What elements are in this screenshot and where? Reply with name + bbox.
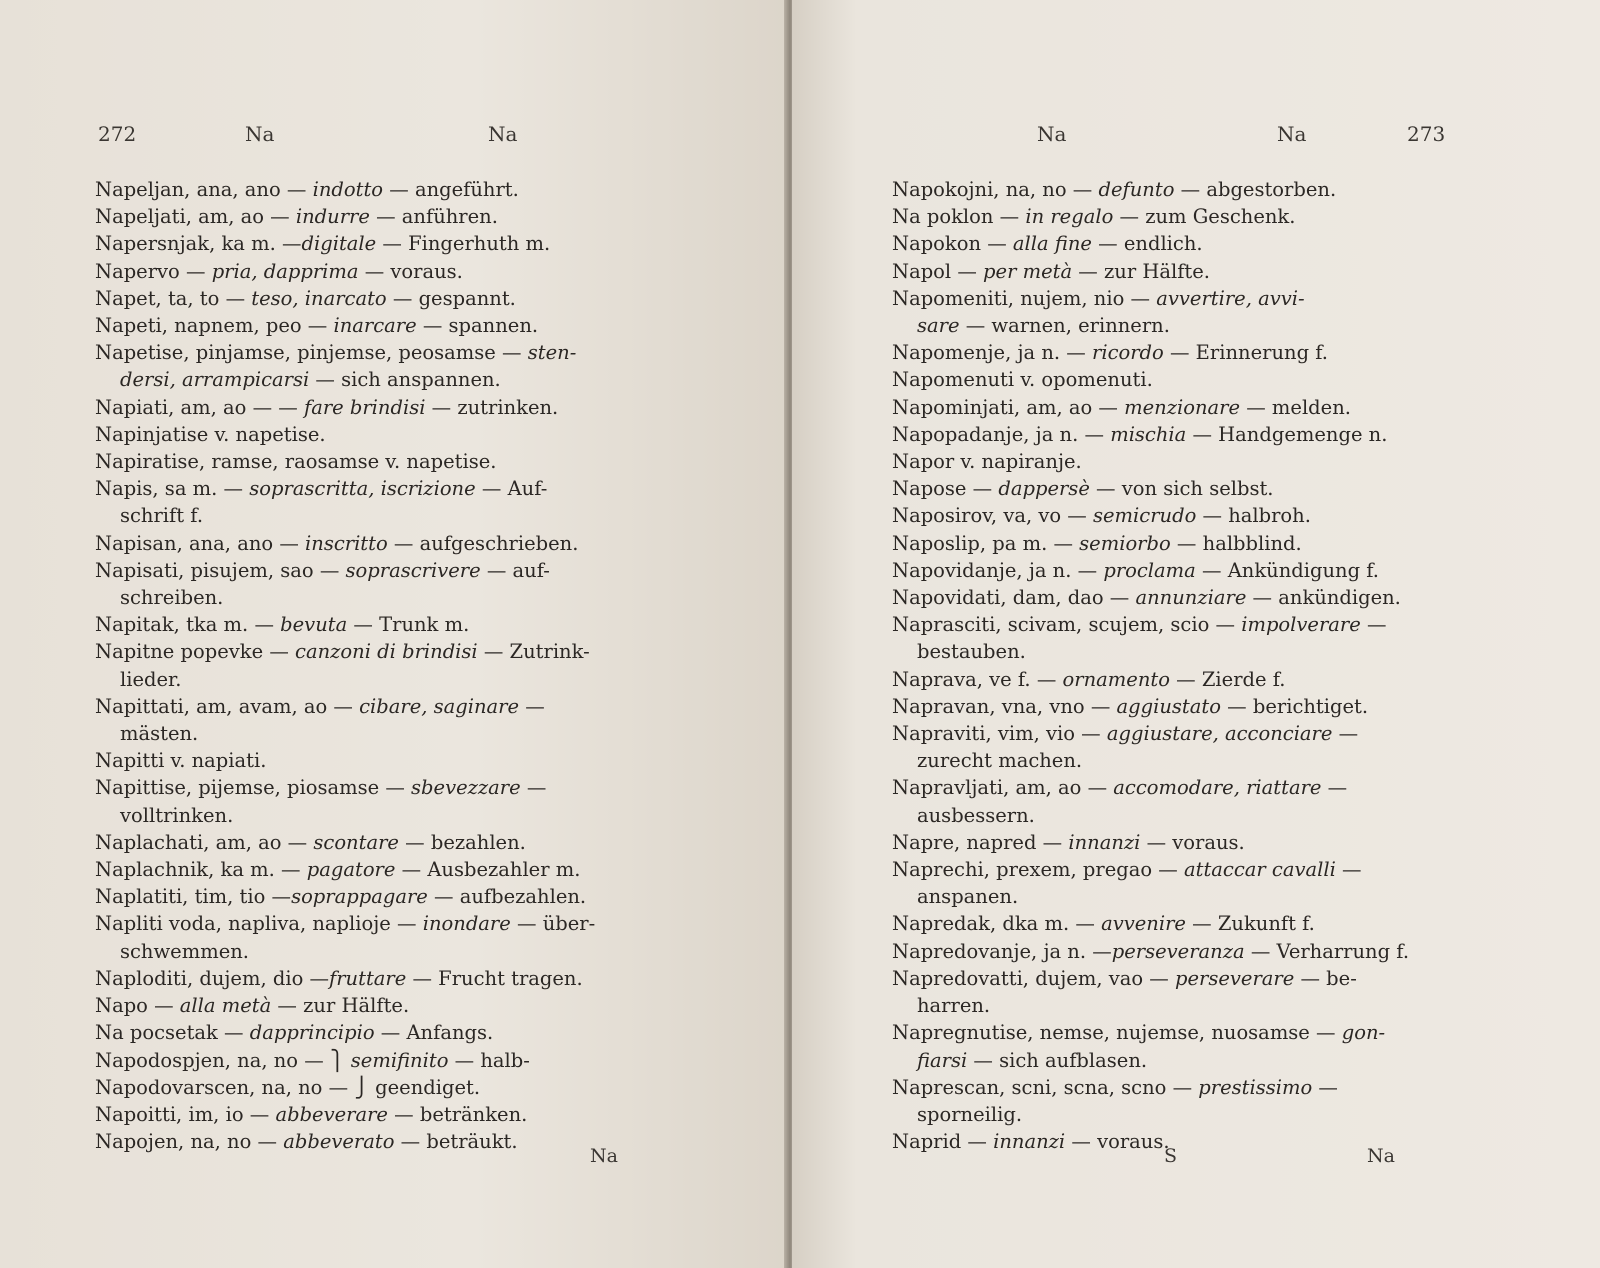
dictionary-entry bbox=[892, 176, 1462, 203]
entry-german: — auf- bbox=[480, 558, 550, 582]
entry-italian: inarcare bbox=[327, 314, 417, 338]
entry-headword: Naplatiti, tim, tio — bbox=[95, 885, 292, 909]
dictionary-entry bbox=[95, 1074, 660, 1101]
dictionary-entry bbox=[95, 965, 660, 992]
entry-headword: Naprescan, scni, scna, scno — bbox=[892, 1075, 1193, 1099]
entry-headword: Napredovanje, ja n. — bbox=[892, 939, 1112, 963]
entry-headword: Napodovarscen, na, no — ⎭ bbox=[95, 1075, 369, 1099]
entry-headword: Napomeniti, nujem, nio — bbox=[892, 286, 1151, 310]
entry-headword: Naploditi, dujem, dio — bbox=[95, 966, 330, 990]
entry-headword: Napet, ta, to — bbox=[95, 286, 246, 310]
dictionary-entry bbox=[892, 910, 1462, 937]
entry-german: — bbox=[1335, 858, 1362, 882]
dictionary-entry bbox=[95, 557, 660, 611]
entry-german: — anführen. bbox=[369, 205, 498, 229]
dictionary-entry bbox=[95, 230, 660, 257]
dictionary-entry bbox=[95, 1128, 660, 1155]
entry-german: — voraus. bbox=[1140, 830, 1245, 854]
entry-german: — be- bbox=[1294, 966, 1357, 990]
dictionary-entry bbox=[892, 666, 1462, 693]
entry-headword: Napovidanje, ja n. — bbox=[892, 558, 1098, 582]
entry-continuation bbox=[95, 802, 660, 829]
dictionary-entry bbox=[95, 448, 660, 475]
entry-italian: innanzi bbox=[1062, 830, 1141, 854]
entry-italian: mischia bbox=[1104, 422, 1187, 446]
entry-german: — voraus. bbox=[1065, 1130, 1170, 1154]
entry-headword: Naprasciti, scivam, scujem, scio — bbox=[892, 613, 1236, 637]
entry-italian: soprascritta, iscrizione bbox=[243, 477, 476, 501]
entry-italian: dappersè bbox=[992, 477, 1090, 501]
dictionary-entry bbox=[95, 530, 660, 557]
entry-italian: fare brindisi bbox=[297, 395, 426, 419]
entry-german: — abgestorben. bbox=[1174, 178, 1337, 201]
entry-german: — Fingerhuth m. bbox=[376, 232, 551, 256]
entry-german: — Ausbezahler m. bbox=[395, 858, 581, 882]
entry-italian: inscritto bbox=[298, 531, 388, 555]
dictionary-entry bbox=[95, 475, 660, 529]
entry-german: — bbox=[1312, 1075, 1338, 1099]
entry-german: geendiget. bbox=[368, 1075, 481, 1099]
dictionary-entry bbox=[892, 448, 1462, 475]
entry-italian: semicrudo bbox=[1086, 504, 1197, 528]
dictionary-entry bbox=[892, 1019, 1462, 1073]
entry-german: — betränken. bbox=[387, 1102, 528, 1126]
entry-german: — zur Hälfte. bbox=[271, 994, 410, 1018]
entry-headword: Na pocsetak — bbox=[95, 1021, 244, 1045]
dictionary-entry bbox=[892, 394, 1462, 421]
dictionary-entry bbox=[892, 285, 1462, 339]
entry-headword: Napiratise, ramse, raosamse v. napetise. bbox=[95, 450, 497, 474]
entry-german: — endlich. bbox=[1091, 232, 1203, 256]
entry-italian: indurre bbox=[289, 205, 370, 229]
entry-italian: ornamento bbox=[1056, 667, 1170, 691]
entry-italian: alla metà bbox=[173, 994, 272, 1018]
entry-german-cont: ausbessern. bbox=[917, 803, 1035, 827]
dictionary-entry bbox=[95, 176, 660, 203]
entry-german: — aufbezahlen. bbox=[427, 885, 587, 909]
entry-german-cont: — warnen, erinnern. bbox=[959, 314, 1170, 338]
left-entries bbox=[95, 176, 660, 1155]
header-right: Na bbox=[1277, 122, 1307, 146]
entry-german: — Frucht tragen. bbox=[406, 966, 583, 990]
entry-italian: abbeverato bbox=[277, 1130, 395, 1154]
entry-italian: defunto bbox=[1092, 178, 1175, 201]
entry-german-cont: — sich anspannen. bbox=[309, 368, 501, 392]
entry-headword: Napetise, pinjamse, pinjemse, peosamse — bbox=[95, 341, 522, 365]
dictionary-entry bbox=[892, 720, 1462, 774]
entry-german-cont: harren. bbox=[917, 994, 991, 1018]
entry-continuation bbox=[892, 1047, 1462, 1074]
entry-italian: attaccar cavalli bbox=[1177, 858, 1336, 882]
entry-italian: soprappagare bbox=[291, 885, 428, 909]
entry-german-cont: — sich aufblasen. bbox=[967, 1048, 1148, 1072]
entry-german: — gespannt. bbox=[386, 286, 516, 310]
entry-continuation bbox=[95, 502, 660, 529]
entry-italian: pagatore bbox=[300, 858, 396, 882]
entry-italian: aggiustare, acconciare bbox=[1100, 722, 1333, 746]
entry-italian: accomodare, riattare bbox=[1107, 776, 1322, 800]
dictionary-entry bbox=[892, 611, 1462, 665]
entry-headword: Napor v. napiranje. bbox=[892, 450, 1082, 474]
entry-italian: innanzi bbox=[986, 1130, 1066, 1154]
entry-continuation bbox=[95, 720, 660, 747]
entry-german: — halbroh. bbox=[1196, 504, 1311, 528]
entry-headword: Napomenje, ja n. — bbox=[892, 341, 1086, 365]
entry-german: — voraus. bbox=[358, 259, 463, 283]
entry-german: — Zukunft f. bbox=[1185, 912, 1315, 936]
dictionary-entry bbox=[892, 774, 1462, 828]
entry-german: — über- bbox=[510, 912, 596, 936]
entry-headword: Napinjatise v. napetise. bbox=[95, 422, 326, 446]
entry-italian: sten- bbox=[521, 341, 577, 365]
entry-italian: gon- bbox=[1335, 1021, 1386, 1045]
entry-continuation bbox=[892, 883, 1462, 910]
dictionary-entry bbox=[95, 638, 660, 692]
entry-italian: semifinito bbox=[344, 1048, 449, 1072]
entry-german-cont: schwemmen. bbox=[120, 939, 249, 963]
catchword: Na bbox=[1367, 1145, 1395, 1167]
entry-italian: avvenire bbox=[1094, 912, 1186, 936]
entry-continuation bbox=[892, 747, 1462, 774]
entry-headword: Napis, sa m. — bbox=[95, 477, 244, 501]
entry-continuation bbox=[892, 802, 1462, 829]
entry-german-cont: lieder. bbox=[120, 667, 182, 691]
dictionary-entry bbox=[95, 1019, 660, 1046]
entry-headword: Napitne popevke — bbox=[95, 640, 289, 664]
header-left: Na bbox=[245, 122, 275, 146]
entry-german: — bbox=[1321, 776, 1348, 800]
dictionary-entry bbox=[892, 366, 1462, 393]
entry-headword: Napitti v. napiati. bbox=[95, 749, 267, 773]
entry-german: — bbox=[519, 694, 545, 718]
dictionary-entry bbox=[95, 1047, 660, 1074]
entry-italian: perseveranza bbox=[1111, 939, 1245, 963]
entry-italian: annunziare bbox=[1129, 586, 1247, 610]
dictionary-entry bbox=[892, 856, 1462, 910]
entry-headword: Napre, napred — bbox=[892, 830, 1063, 854]
entry-german: — Anfangs. bbox=[374, 1021, 494, 1045]
dictionary-entry bbox=[892, 339, 1462, 366]
entry-headword: Na poklon — bbox=[892, 205, 1020, 229]
right-entries bbox=[892, 176, 1462, 1155]
dictionary-entry bbox=[892, 938, 1462, 965]
entry-italian: proclama bbox=[1097, 558, 1196, 582]
right-page bbox=[792, 0, 1600, 1268]
entry-german: — Zutrink- bbox=[477, 640, 590, 664]
dictionary-entry bbox=[892, 530, 1462, 557]
entry-continuation bbox=[892, 992, 1462, 1019]
entry-german: — Erinnerung f. bbox=[1163, 341, 1328, 365]
entry-headword: Napo — bbox=[95, 994, 174, 1018]
entry-german: — Auf- bbox=[475, 477, 548, 501]
right-page-header bbox=[792, 122, 1600, 152]
entry-italian: ricordo bbox=[1085, 341, 1164, 365]
entry-german-cont: schrift f. bbox=[120, 504, 204, 528]
entry-italian: alla fine bbox=[1006, 232, 1092, 256]
entry-german: — bbox=[520, 776, 547, 800]
entry-headword: Napose — bbox=[892, 477, 993, 501]
entry-italian: indotto bbox=[306, 178, 384, 201]
entry-german: — von sich selbst. bbox=[1089, 477, 1274, 501]
dictionary-entry bbox=[892, 230, 1462, 257]
entry-german: — bbox=[1360, 613, 1387, 637]
signature-mark: S bbox=[1164, 1145, 1178, 1167]
entry-german: — halbblind. bbox=[1170, 531, 1302, 555]
dictionary-entry bbox=[95, 693, 660, 747]
entry-german-cont: bestauben. bbox=[917, 640, 1026, 664]
entry-german: — beträukt. bbox=[394, 1130, 518, 1154]
dictionary-entry bbox=[95, 339, 660, 393]
entry-headword: Napersnjak, ka m. — bbox=[95, 232, 302, 256]
entry-headword: Naposirov, va, vo — bbox=[892, 504, 1087, 528]
entry-headword: Napokon — bbox=[892, 232, 1007, 256]
dictionary-entry bbox=[95, 285, 660, 312]
entry-italian: teso, inarcato bbox=[245, 286, 387, 310]
entry-continuation bbox=[892, 638, 1462, 665]
entry-german: — aufgeschrieben. bbox=[387, 531, 579, 555]
entry-headword: Napovidati, dam, dao — bbox=[892, 586, 1130, 610]
entry-headword: Napiati, am, ao — — bbox=[95, 395, 298, 419]
dictionary-entry bbox=[892, 693, 1462, 720]
entry-headword: Napravljati, am, ao — bbox=[892, 776, 1108, 800]
dictionary-entry bbox=[95, 203, 660, 230]
entry-headword: Naplachnik, ka m. — bbox=[95, 858, 301, 882]
entry-german-cont: mästen. bbox=[120, 722, 199, 746]
dictionary-entry bbox=[95, 258, 660, 285]
entry-italian: prestissimo bbox=[1192, 1075, 1313, 1099]
entry-italian: cibare, saginare bbox=[352, 694, 520, 718]
entry-german: — spannen. bbox=[416, 314, 539, 338]
entry-italian: aggiustato bbox=[1110, 694, 1221, 718]
entry-italian: avvertire, avvi- bbox=[1150, 286, 1305, 310]
entry-german: — zum Geschenk. bbox=[1113, 205, 1296, 229]
entry-headword: Napominjati, am, ao — bbox=[892, 395, 1118, 419]
entry-headword: Napojen, na, no — bbox=[95, 1130, 278, 1154]
entry-italian: per metà bbox=[976, 259, 1073, 283]
entry-italian: canzoni di brindisi bbox=[288, 640, 478, 664]
entry-headword: Napokojni, na, no — bbox=[892, 178, 1093, 201]
entry-german-cont: volltrinken. bbox=[120, 803, 234, 827]
entry-continuation bbox=[95, 584, 660, 611]
entry-continuation bbox=[95, 938, 660, 965]
entry-italian: sbevezzare bbox=[404, 776, 521, 800]
entry-german: — berichtiget. bbox=[1220, 694, 1369, 718]
entry-italian: inondare bbox=[416, 912, 511, 936]
entry-german: — melden. bbox=[1240, 395, 1351, 419]
entry-headword: Naprava, ve f. — bbox=[892, 667, 1057, 691]
entry-italian: impolverare bbox=[1235, 613, 1361, 637]
entry-italian: perseverare bbox=[1168, 966, 1295, 990]
entry-italian: dapprincipio bbox=[243, 1021, 375, 1045]
entry-headword: Napeljati, am, ao — bbox=[95, 205, 290, 229]
entry-german: — Zierde f. bbox=[1169, 667, 1286, 691]
entry-headword: Napitak, tka m. — bbox=[95, 613, 274, 637]
entry-headword: Naprid — bbox=[892, 1130, 987, 1154]
entry-headword: Naprechi, prexem, pregao — bbox=[892, 858, 1178, 882]
entry-continuation bbox=[95, 366, 660, 393]
entry-headword: Napittise, pijemse, piosamse — bbox=[95, 776, 405, 800]
entry-headword: Napomenuti v. opomenuti. bbox=[892, 368, 1153, 392]
dictionary-entry bbox=[892, 203, 1462, 230]
entry-headword: Napregnutise, nemse, nujemse, nuosamse — bbox=[892, 1021, 1336, 1045]
entry-italian-cont: dersi, arrampicarsi bbox=[120, 368, 310, 392]
entry-german: — zur Hälfte. bbox=[1072, 259, 1211, 283]
entry-headword: Napittati, am, avam, ao — bbox=[95, 694, 353, 718]
dictionary-entry bbox=[892, 829, 1462, 856]
entry-headword: Naplachati, am, ao — bbox=[95, 830, 308, 854]
entry-headword: Napliti voda, napliva, naplioje — bbox=[95, 912, 417, 936]
page-number: 273 bbox=[1407, 122, 1446, 146]
catchword: Na bbox=[590, 1145, 618, 1167]
entry-headword: Napoitti, im, io — bbox=[95, 1102, 270, 1126]
entry-headword: Napeti, napnem, peo — bbox=[95, 314, 328, 338]
entry-headword: Napeljan, ana, ano — bbox=[95, 178, 307, 201]
entry-headword: Napredak, dka m. — bbox=[892, 912, 1095, 936]
dictionary-entry bbox=[95, 1101, 660, 1128]
entry-german: — bbox=[1332, 722, 1359, 746]
dictionary-entry bbox=[95, 992, 660, 1019]
dictionary-entry bbox=[95, 883, 660, 910]
entry-italian: soprascrivere bbox=[339, 558, 481, 582]
dictionary-entry bbox=[892, 557, 1462, 584]
entry-german-cont: schreiben. bbox=[120, 586, 224, 610]
entry-german-cont: zurecht machen. bbox=[917, 749, 1083, 773]
entry-italian: in regalo bbox=[1019, 205, 1114, 229]
entry-headword: Napisati, pisujem, sao — bbox=[95, 558, 340, 582]
entry-headword: Napodospjen, na, no — ⎫ bbox=[95, 1048, 345, 1072]
dictionary-entry bbox=[95, 421, 660, 448]
entry-headword: Napraviti, vim, vio — bbox=[892, 722, 1101, 746]
entry-headword: Napol — bbox=[892, 259, 977, 283]
page-number: 272 bbox=[98, 122, 137, 146]
dictionary-entry bbox=[95, 910, 660, 964]
dictionary-entry bbox=[95, 611, 660, 638]
header-left: Na bbox=[1037, 122, 1067, 146]
entry-german: — zutrinken. bbox=[425, 395, 559, 419]
entry-german-cont: anspanen. bbox=[917, 885, 1019, 909]
entry-headword: Napopadanje, ja n. — bbox=[892, 422, 1104, 446]
entry-italian: scontare bbox=[307, 830, 399, 854]
entry-italian-cont: fiarsi bbox=[917, 1048, 968, 1072]
entry-german: — Ankündigung f. bbox=[1195, 558, 1379, 582]
dictionary-entry bbox=[892, 421, 1462, 448]
entry-italian: semiorbo bbox=[1072, 531, 1171, 555]
entry-german: — bezahlen. bbox=[398, 830, 526, 854]
entry-headword: Napredovatti, dujem, vao — bbox=[892, 966, 1169, 990]
dictionary-entry bbox=[892, 475, 1462, 502]
entry-german: — halb- bbox=[448, 1048, 530, 1072]
entry-headword: Napisan, ana, ano — bbox=[95, 531, 299, 555]
dictionary-entry bbox=[95, 394, 660, 421]
dictionary-entry bbox=[892, 584, 1462, 611]
entry-headword: Napravan, vna, vno — bbox=[892, 694, 1111, 718]
dictionary-entry bbox=[95, 774, 660, 828]
left-page-header bbox=[0, 122, 788, 152]
entry-german: — angeführt. bbox=[383, 178, 519, 201]
entry-continuation bbox=[892, 1101, 1462, 1128]
entry-headword: Naposlip, pa m. — bbox=[892, 531, 1073, 555]
dictionary-entry bbox=[95, 747, 660, 774]
entry-italian-cont: sare bbox=[917, 314, 960, 338]
entry-italian: fruttare bbox=[329, 966, 407, 990]
entry-german: — Handgemenge n. bbox=[1186, 422, 1388, 446]
dictionary-entry bbox=[95, 312, 660, 339]
entry-continuation bbox=[95, 666, 660, 693]
entry-continuation bbox=[892, 312, 1462, 339]
header-right: Na bbox=[488, 122, 518, 146]
dictionary-entry bbox=[892, 1074, 1462, 1128]
entry-italian: digitale bbox=[301, 232, 377, 256]
dictionary-entry bbox=[95, 829, 660, 856]
entry-italian: bevuta bbox=[273, 613, 348, 637]
dictionary-entry bbox=[95, 856, 660, 883]
entry-german: — Verharrung f. bbox=[1244, 939, 1410, 963]
entry-italian: pria, dapprima bbox=[205, 259, 359, 283]
entry-italian: menzionare bbox=[1117, 395, 1241, 419]
entry-german: — Trunk m. bbox=[347, 613, 470, 637]
entry-german: — ankündigen. bbox=[1246, 586, 1401, 610]
entry-headword: Napervo — bbox=[95, 259, 206, 283]
dictionary-entry bbox=[892, 965, 1462, 1019]
dictionary-entry bbox=[892, 258, 1462, 285]
left-page bbox=[0, 0, 788, 1268]
entry-german-cont: sporneilig. bbox=[917, 1102, 1023, 1126]
entry-italian: abbeverare bbox=[269, 1102, 388, 1126]
dictionary-entry bbox=[892, 502, 1462, 529]
